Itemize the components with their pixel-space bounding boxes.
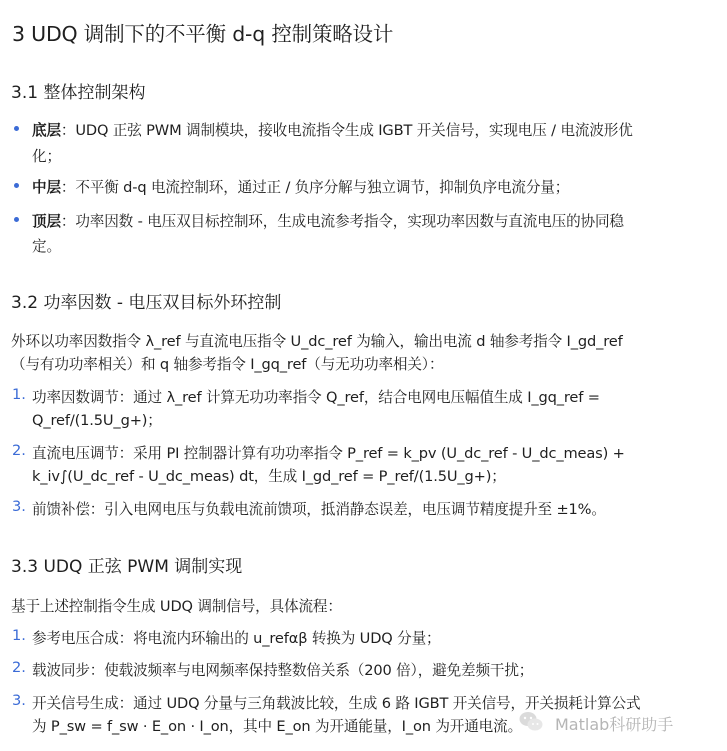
bullet-label: 顶层 [32,213,61,230]
list-number: 1. [12,627,26,644]
list-text: 功率因数调节：通过 λ_ref 计算无功功率指令 Q_ref，结合电网电压幅值生成 I_gq_ref = [32,389,600,406]
paragraph-text: 外环以功率因数指令 λ_ref 与直流电压指令 U_dc_ref 为输入，输出电流 d 轴参考指令 I_gd_ref [11,333,623,350]
list-number: 2. [12,442,26,459]
list-text: 前馈补偿：引入电网电压与负载电流前馈项，抵消静态误差，电压调节精度提升至 ±1%。 [32,501,606,518]
watermark [519,708,719,738]
section-3-3-title: 3.3 UDQ 正弦 PWM 调制实现 [11,557,243,577]
list-text: 参考电压合成：将电流内环输出的 u_refαβ 转换为 UDQ 分量； [32,630,441,647]
wechat-icon [519,711,543,733]
section-3-1-title: 3.1 整体控制架构 [11,83,146,103]
bullet-label: 中层 [32,179,61,196]
list-number: 1. [12,386,26,403]
list-text: 开关信号生成：通过 UDQ 分量与三角载波比较，生成 6 路 IGBT 开关信号，开关损耗计算公式 [32,695,641,712]
list-text-cont: k_iv∫(U_dc_ref - U_dc_meas) dt，生成 I_gd_ref = P_ref/(1.5U_g+)； [32,468,506,485]
bullet-dot [14,126,19,131]
bullet-text-cont: 化； [32,148,61,165]
bullet-text: ：不平衡 d-q 电流控制环，通过正 / 负序分解与独立调节，抑制负序电流分量； [60,179,570,196]
list-text-cont: Q_ref/(1.5U_g+)； [32,412,162,429]
bullet-label: 底层 [32,122,61,139]
bullet-text: ：功率因数 - 电压双目标控制环，生成电流参考指令，实现功率因数与直流电压的协同稳 [60,213,624,230]
paragraph-text: 基于上述控制指令生成 UDQ 调制信号，具体流程： [11,598,342,615]
list-number: 3. [12,498,26,515]
section-3-title: 3 UDQ 调制下的不平衡 d-q 控制策略设计 [12,22,394,46]
bullet-dot [14,217,19,222]
list-text: 直流电压调节：采用 PI 控制器计算有功功率指令 P_ref = k_pv (U_dc_ref - U_dc_meas) + [32,445,625,462]
list-text: 载波同步：使载波频率与电网频率保持整数倍关系（200 倍），避免差频干扰； [32,662,534,679]
watermark-text: Matlab科研助手 [555,715,674,734]
list-number: 2. [12,659,26,676]
paragraph-text: （与有功功率相关）和 q 轴参考指令 I_gq_ref（与无功功率相关）： [11,356,444,373]
bullet-dot [14,183,19,188]
list-number: 3. [12,692,26,709]
section-3-2-title: 3.2 功率因数 - 电压双目标外环控制 [11,293,282,313]
bullet-text-cont: 定。 [32,238,61,255]
list-text-cont: 为 P_sw = f_sw · E_on · I_on，其中 E_on 为开通能量，I_on 为开通电流。 [32,718,523,735]
bullet-text: ：UDQ 正弦 PWM 调制模块，接收电流指令生成 IGBT 开关信号，实现电压 / 电流波形优 [60,122,633,139]
